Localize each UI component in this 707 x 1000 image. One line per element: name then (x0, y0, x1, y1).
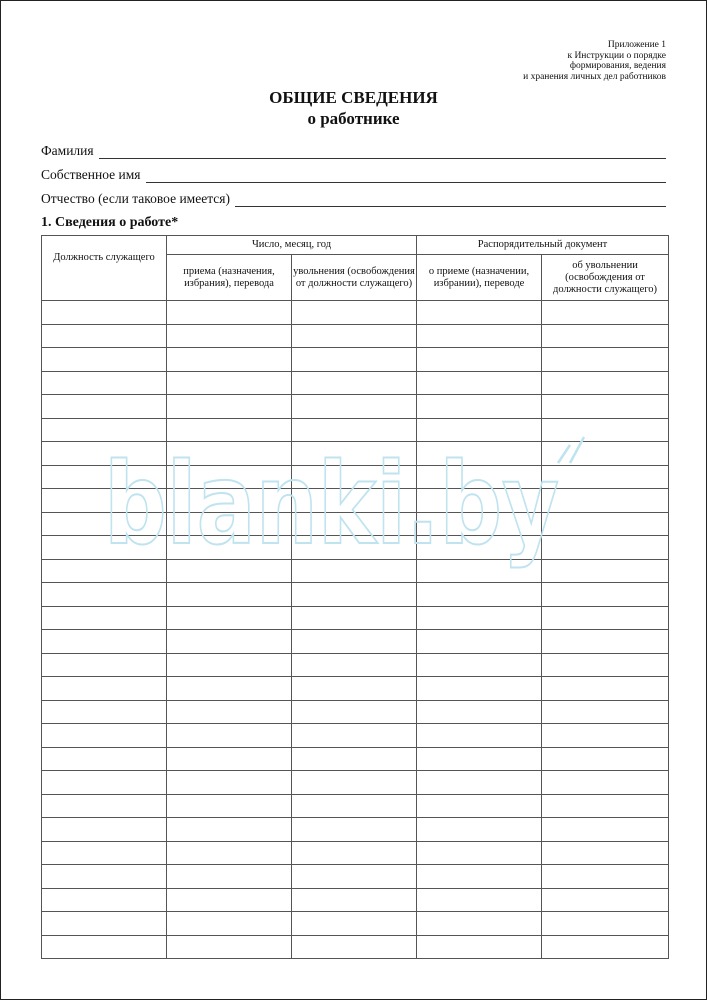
table-cell[interactable] (542, 677, 669, 701)
col-hire-doc-header: о приеме (назначении, избрании), переводе (417, 255, 542, 301)
table-cell[interactable] (167, 559, 292, 583)
table-cell[interactable] (292, 700, 417, 724)
table-row (42, 888, 669, 912)
table-cell[interactable] (417, 371, 542, 395)
table-row (42, 747, 669, 771)
table-row (42, 395, 669, 419)
table-cell[interactable] (292, 418, 417, 442)
table-cell[interactable] (42, 771, 167, 795)
table-cell[interactable] (417, 700, 542, 724)
table-cell[interactable] (292, 465, 417, 489)
table-cell[interactable] (542, 912, 669, 936)
table-cell[interactable] (167, 583, 292, 607)
table-cell[interactable] (42, 301, 167, 325)
table-cell[interactable] (167, 301, 292, 325)
table-cell[interactable] (167, 465, 292, 489)
table-cell[interactable] (167, 653, 292, 677)
table-cell[interactable] (542, 630, 669, 654)
table-row (42, 794, 669, 818)
table-cell[interactable] (167, 442, 292, 466)
table-cell[interactable] (167, 677, 292, 701)
table-cell[interactable] (542, 489, 669, 513)
table-cell[interactable] (292, 888, 417, 912)
table-cell[interactable] (542, 371, 669, 395)
table-cell[interactable] (167, 536, 292, 560)
table-cell[interactable] (417, 818, 542, 842)
col-hire-date-header: приема (назначения, избрания), перевода (167, 255, 292, 301)
table-cell[interactable] (417, 888, 542, 912)
table-cell[interactable] (417, 559, 542, 583)
table-cell[interactable] (167, 700, 292, 724)
form-title (1, 87, 706, 129)
surname-label: Фамилия (41, 143, 94, 158)
table-cell[interactable] (292, 747, 417, 771)
table-cell[interactable] (292, 512, 417, 536)
table-cell[interactable] (42, 935, 167, 959)
appendix-line: формирования, ведения (569, 61, 666, 71)
table-cell[interactable] (417, 465, 542, 489)
table-cell[interactable] (42, 371, 167, 395)
form-title-sub: о работнике (307, 109, 400, 128)
table-cell[interactable] (167, 371, 292, 395)
table-cell[interactable] (167, 935, 292, 959)
table-cell[interactable] (542, 935, 669, 959)
table-cell[interactable] (42, 512, 167, 536)
appendix-note (446, 40, 666, 82)
table-cell[interactable] (292, 794, 417, 818)
watermark-text: blanki.by (104, 440, 559, 570)
table-cell[interactable] (542, 606, 669, 630)
table-cell[interactable] (417, 653, 542, 677)
table-row (42, 677, 669, 701)
table-row (42, 606, 669, 630)
table-cell[interactable] (417, 912, 542, 936)
table-cell[interactable] (542, 888, 669, 912)
table-cell[interactable] (167, 841, 292, 865)
table-row (42, 324, 669, 348)
table-cell[interactable] (42, 559, 167, 583)
table-cell[interactable] (42, 677, 167, 701)
table-cell[interactable] (542, 653, 669, 677)
table-cell[interactable] (417, 841, 542, 865)
table-cell[interactable] (292, 489, 417, 513)
table-cell[interactable] (542, 841, 669, 865)
table-cell[interactable] (42, 630, 167, 654)
first-name-label: Собственное имя (41, 167, 141, 182)
table-cell[interactable] (42, 442, 167, 466)
table-cell[interactable] (417, 865, 542, 889)
table-cell[interactable] (292, 677, 417, 701)
table-cell[interactable] (292, 606, 417, 630)
table-cell[interactable] (42, 348, 167, 372)
table-cell[interactable] (167, 724, 292, 748)
table-cell[interactable] (42, 724, 167, 748)
table-cell[interactable] (167, 348, 292, 372)
table-cell[interactable] (417, 606, 542, 630)
table-cell[interactable] (167, 865, 292, 889)
table-row (42, 700, 669, 724)
table-cell[interactable] (292, 583, 417, 607)
table-row (42, 583, 669, 607)
table-cell[interactable] (42, 794, 167, 818)
table-cell[interactable] (292, 912, 417, 936)
table-cell[interactable] (292, 559, 417, 583)
table-cell[interactable] (42, 606, 167, 630)
table-cell[interactable] (167, 606, 292, 630)
table-cell[interactable] (542, 442, 669, 466)
table-cell[interactable] (542, 418, 669, 442)
table-cell[interactable] (292, 771, 417, 795)
table-cell[interactable] (167, 324, 292, 348)
table-cell[interactable] (417, 724, 542, 748)
table-cell[interactable] (292, 536, 417, 560)
table-cell[interactable] (542, 324, 669, 348)
table-cell[interactable] (167, 630, 292, 654)
table-cell[interactable] (417, 489, 542, 513)
patronymic-input-line[interactable] (235, 192, 666, 207)
table-cell[interactable] (292, 348, 417, 372)
table-cell[interactable] (42, 912, 167, 936)
table-cell[interactable] (292, 324, 417, 348)
table-cell[interactable] (292, 653, 417, 677)
table-cell[interactable] (292, 818, 417, 842)
first-name-field (41, 165, 666, 183)
table-row (42, 512, 669, 536)
table-cell[interactable] (542, 536, 669, 560)
table-cell[interactable] (417, 442, 542, 466)
table-row (42, 653, 669, 677)
table-cell[interactable] (292, 630, 417, 654)
table-cell[interactable] (292, 865, 417, 889)
surname-input-line[interactable] (99, 144, 666, 159)
table-cell[interactable] (292, 371, 417, 395)
table-row (42, 912, 669, 936)
table-cell[interactable] (542, 747, 669, 771)
table-cell[interactable] (417, 747, 542, 771)
table-cell[interactable] (292, 395, 417, 419)
table-cell[interactable] (542, 583, 669, 607)
table-cell[interactable] (417, 630, 542, 654)
table-row (42, 536, 669, 560)
table-cell[interactable] (417, 301, 542, 325)
table-row (42, 465, 669, 489)
table-cell[interactable] (42, 865, 167, 889)
table-cell[interactable] (542, 700, 669, 724)
table-cell[interactable] (417, 395, 542, 419)
appendix-line: к Инструкции о порядке (567, 50, 666, 61)
table-cell[interactable] (542, 794, 669, 818)
table-cell[interactable] (167, 747, 292, 771)
table-cell[interactable] (417, 324, 542, 348)
table-body (42, 301, 669, 959)
table-cell[interactable] (417, 348, 542, 372)
table-cell[interactable] (292, 301, 417, 325)
group-date-header: Число, месяц, год (167, 236, 417, 255)
table-cell[interactable] (42, 888, 167, 912)
patronymic-field (41, 189, 666, 207)
table-cell[interactable] (42, 583, 167, 607)
table-cell[interactable] (542, 771, 669, 795)
table-cell[interactable] (542, 395, 669, 419)
table-row (42, 371, 669, 395)
first-name-input-line[interactable] (146, 168, 666, 183)
table-row (42, 301, 669, 325)
table-row (42, 935, 669, 959)
surname-field (41, 141, 666, 159)
table-cell[interactable] (542, 724, 669, 748)
table-cell[interactable] (42, 395, 167, 419)
col-dismissal-doc-header: об увольнении (освобождения от должности служащего) (542, 255, 669, 301)
table-cell[interactable] (167, 771, 292, 795)
table-cell[interactable] (417, 771, 542, 795)
table-cell[interactable] (167, 418, 292, 442)
table-cell[interactable] (417, 418, 542, 442)
table-cell[interactable] (42, 841, 167, 865)
table-cell[interactable] (417, 794, 542, 818)
table-cell[interactable] (417, 583, 542, 607)
table-cell[interactable] (167, 912, 292, 936)
appendix-line: Приложение 1 (607, 40, 666, 50)
table-cell[interactable] (42, 536, 167, 560)
table-cell[interactable] (42, 653, 167, 677)
table-cell[interactable] (292, 935, 417, 959)
patronymic-label: Отчество (если таковое имеется) (41, 191, 230, 206)
form-title-main: ОБЩИЕ СВЕДЕНИЯ (269, 88, 438, 107)
table-cell[interactable] (167, 489, 292, 513)
table-cell[interactable] (292, 442, 417, 466)
table-cell[interactable] (542, 465, 669, 489)
table-row (42, 559, 669, 583)
table-row (42, 865, 669, 889)
table-cell[interactable] (417, 512, 542, 536)
section-title: 1. Сведения о работе* (41, 215, 179, 230)
table-row (42, 489, 669, 513)
table-row (42, 724, 669, 748)
table-cell[interactable] (167, 794, 292, 818)
table-cell[interactable] (292, 724, 417, 748)
table-cell[interactable] (42, 489, 167, 513)
table-row (42, 818, 669, 842)
col-position-header: Должность служащего (42, 236, 167, 301)
table-cell[interactable] (42, 747, 167, 771)
table-cell[interactable] (542, 512, 669, 536)
table-cell[interactable] (167, 512, 292, 536)
table-row (42, 442, 669, 466)
table-cell[interactable] (417, 536, 542, 560)
table-cell[interactable] (42, 700, 167, 724)
table-row (42, 630, 669, 654)
group-document-header: Распорядительный документ (417, 236, 669, 255)
table-cell[interactable] (167, 818, 292, 842)
table-cell[interactable] (42, 418, 167, 442)
work-history-table (41, 235, 669, 959)
table-cell[interactable] (292, 841, 417, 865)
appendix-line: и хранения личных дел работников (523, 71, 666, 82)
table-cell[interactable] (542, 818, 669, 842)
table-cell[interactable] (42, 465, 167, 489)
table-row (42, 348, 669, 372)
table-cell[interactable] (417, 935, 542, 959)
table-row (42, 418, 669, 442)
table-cell[interactable] (542, 559, 669, 583)
table-cell[interactable] (167, 888, 292, 912)
table-cell[interactable] (542, 865, 669, 889)
col-dismissal-date-header: увольнения (освобождения от должности служащего) (292, 255, 417, 301)
table-row (42, 771, 669, 795)
table-cell[interactable] (167, 395, 292, 419)
table-cell[interactable] (542, 301, 669, 325)
table-row (42, 841, 669, 865)
table-cell[interactable] (42, 324, 167, 348)
table-cell[interactable] (417, 677, 542, 701)
table-cell[interactable] (42, 818, 167, 842)
table-cell[interactable] (542, 348, 669, 372)
